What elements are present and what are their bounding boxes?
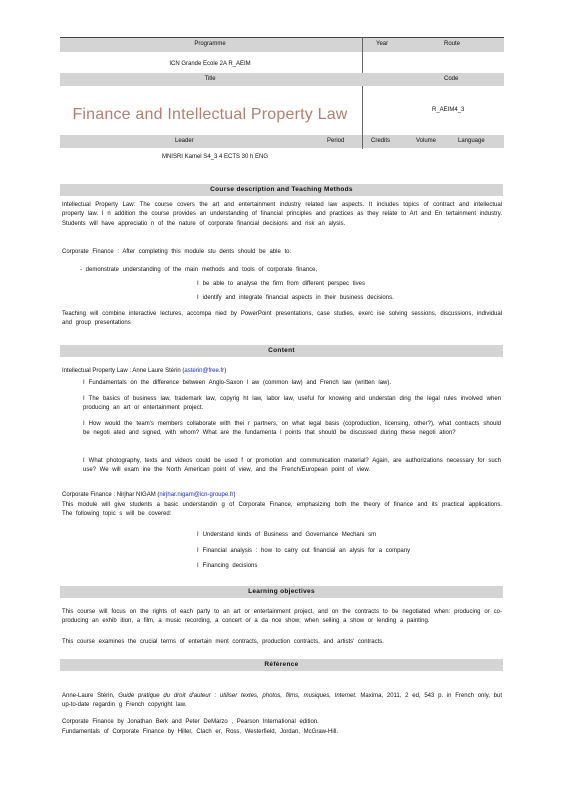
content-item-2: I The basics of business law, trademark law, copyrig ht law, labor law, useful for knowing and understan ding the legal rules involved when producing an art or entertainment project. — [83, 396, 501, 412]
volume-label: Volume — [416, 138, 437, 144]
ip-law-lecturer: Intellectual Property Law : Anne Laure Stérin (asterin@free.fr) — [62, 368, 227, 374]
reference-2: Corporate Finance by Jonathan Berk and Peter DeMarzo , Pearson International edition. — [62, 719, 319, 725]
objectives-paragraph: This course will focus on the rights of each party to an art or entertainment project, and on the contracts to be negotiated when: producing or co-producing an exhib ition, a film, a music recording, a concert or a da nce show; when selling a show or lending a painting. — [62, 609, 502, 625]
corporate-finance-lecturer: Corporate Finance : Nirjhar NIGAM (nirjhar.nigam@icn-groupe.fr) — [62, 492, 236, 498]
header-table — [60, 37, 504, 160]
leader-label: Leader — [175, 138, 194, 144]
code-label: Code — [444, 76, 459, 82]
title-label: Title — [204, 76, 216, 82]
reference-3: Fundamentals of Corporate Finance by Hiller, Clach er, Ross, Westerfield, Jordan, McGraw-Hill. — [62, 729, 338, 735]
programme-label: Programme — [194, 41, 226, 47]
description-paragraph: Intellectual Property Law: The course covers the art and entertainment industry related law aspects. It includes topics of contract and intellectual property law. I n addition the course provides an understanding of financial principles and practices as they relate to Art and En tertainment industry. Students will have appreciatio n of the nature of corporate financial decisions and risk an alysis. — [62, 202, 502, 227]
corporate-finance-paragraph: This module will give students a basic understandin g of Corporate Finance, emphasizing both the theory of finance and its practical applications. The following topic s will be covered: — [62, 502, 502, 518]
credits-label: Credits — [371, 138, 391, 144]
section-heading-objectives: Learning objectives — [60, 586, 503, 598]
cf-topic-3: I Financing decisions — [197, 563, 258, 569]
description-corporate-intro: Corporate Finance : After completing this module stu dents should be able to: — [62, 249, 292, 255]
content-item-3: I How would the team's members collaborate with thei r partners, on what legal basis (coproduction, licensing, other?), what contracts should be negoti ated and signed, with whom? What are the fundamenta l points that should be discussed during these negoti ation? — [83, 421, 501, 437]
section-heading-content: Content — [60, 345, 503, 357]
section-heading-reference: Référence — [60, 659, 503, 671]
content-item-4: I What photography, texts and videos could be used f or promotion and communication material? Again, are authorizations necessary for such use? We will exam ine the North American point of view, and the French/European point of view. — [83, 458, 501, 474]
ip-email-link[interactable]: asterin@free.fr — [184, 368, 225, 374]
code-value: R_AEIM4_3 — [432, 107, 465, 113]
section-heading-description: Course description and Teaching Methods — [60, 184, 503, 196]
year-label: Year — [376, 41, 389, 47]
leader-value: MNISRI Kamel S4_3 4 ECTS 30 h ENG — [161, 154, 269, 160]
description-bullet-2: I be able to analyse the firm from different perspec tives — [197, 281, 365, 287]
programme-value: ICN Grande Ecole 2A R_AEIM — [169, 61, 251, 67]
description-bullet-3: I identify and integrate financial aspects in their business decisions. — [197, 295, 394, 301]
cf-topic-1: I Understand kinds of Business and Governance Mechani sm — [197, 532, 377, 538]
reference-1: Anne-Laure Stérin, Guide pratique du droit d'auteur : utiliser textes, photos, films, musiques, Internet. Maxima, 2011, 2 ed, 543 p. in French only, but up-to-date regardin g French copyright law. — [62, 693, 503, 709]
course-title: Finance and Intellectual Property Law — [72, 106, 348, 123]
description-bullet-1: - demonstrate understanding of the main methods and tools of corporate finance, — [80, 267, 318, 273]
objectives-paragraph-2: This course examines the crucial terms of entertain ment contracts, production contracts, and artists' contracts. — [62, 639, 384, 645]
teaching-methods-paragraph: Teaching will combine interactive lectures, accompa nied by PowerPoint presentations, case studies, exerc ise solving sessions, discussions, individual and group presentations — [62, 311, 502, 327]
cf-topic-2: I Financial analysis : how to carry out financial an alysis for a company — [197, 548, 411, 554]
period-label: Period — [327, 138, 345, 144]
cf-email-link[interactable]: nirjhar.nigam@icn-groupe.fr — [159, 492, 234, 498]
route-label: Route — [444, 41, 461, 47]
language-label: Language — [458, 138, 485, 144]
content-item-1: I Fundamentals on the difference between Anglo-Saxon l aw (common law) and French law (written law). — [83, 380, 392, 386]
